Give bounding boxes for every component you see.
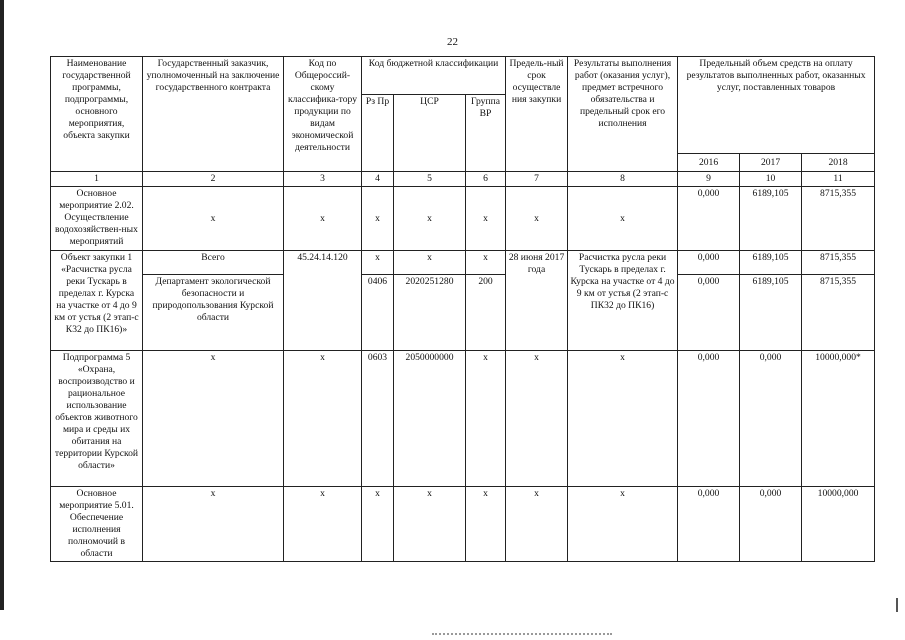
table-cell: x xyxy=(284,487,362,562)
table-cell: 2020251280 xyxy=(394,275,466,351)
table-row xyxy=(51,251,875,275)
table-cell-2017: 0,000 xyxy=(740,351,802,487)
procurement-table xyxy=(50,56,875,562)
table-cell-2016: 0,000 xyxy=(678,487,740,562)
header-program-name: Наименование государственной программы, подпрограммы, основного мероприятия, объекта закупки xyxy=(51,57,143,172)
col-number: 9 xyxy=(678,172,740,187)
table-cell: Расчистка русла реки Тускарь в пределах г. Курска на участке от 4 до 9 км от устья (2 этап-с ПК32 до ПК16) xyxy=(568,251,678,351)
table-cell: 2050000000 xyxy=(394,351,466,487)
table-cell: x xyxy=(466,187,506,251)
table-cell-2016: 0,000 xyxy=(678,275,740,351)
table-cell-2017: 6189,105 xyxy=(740,275,802,351)
table-cell-2018: 8715,355 xyxy=(802,251,875,275)
table-cell: x xyxy=(506,351,568,487)
table-cell: x xyxy=(394,251,466,275)
table-cell: x xyxy=(466,251,506,275)
table-cell: 200 xyxy=(466,275,506,351)
table-cell: x xyxy=(284,187,362,251)
table-cell: 45.24.14.120 xyxy=(284,251,362,351)
row-title: Основное мероприятие 5.01. Обеспечение исполнения полномочий в области xyxy=(51,487,143,562)
header-funding-limit: Предельный объем средств на оплату результатов выполненных работ, оказанных услуг, поставленных товаров xyxy=(678,57,875,154)
table-row xyxy=(51,351,875,487)
table-cell: x xyxy=(362,487,394,562)
row-title: Подпрограмма 5 «Охрана, воспроизводство и рациональное использование объектов животного мира и среды их обитания на территории Курской области» xyxy=(51,351,143,487)
table-cell: x xyxy=(394,187,466,251)
header-year-2017: 2017 xyxy=(740,154,802,172)
col-number: 10 xyxy=(740,172,802,187)
table-cell-2018: 8715,355 xyxy=(802,187,875,251)
table-cell: x xyxy=(143,487,284,562)
header-group-vr: Группа ВР xyxy=(466,95,506,172)
col-number: 1 xyxy=(51,172,143,187)
header-year-2016: 2016 xyxy=(678,154,740,172)
table-cell: x xyxy=(394,487,466,562)
table-cell: x xyxy=(143,187,284,251)
row-title: Основное мероприятие 2.02. Осуществление водохозяйствен-ных мероприятий xyxy=(51,187,143,251)
header-rz-pr: Рз Пр xyxy=(362,95,394,172)
table-cell: x xyxy=(466,351,506,487)
col-number: 2 xyxy=(143,172,284,187)
row-title: Объект закупки 1 «Расчистка русла реки Тускарь в пределах г. Курска на участке от 4 до 9 км от устья (2 этап-с К32 до ПК16)» xyxy=(51,251,143,351)
table-row xyxy=(51,187,875,251)
table-cell-2016: 0,000 xyxy=(678,351,740,487)
col-number: 11 xyxy=(802,172,875,187)
table-cell: x xyxy=(362,251,394,275)
table-cell: 0406 xyxy=(362,275,394,351)
table-cell: x xyxy=(362,187,394,251)
table-cell-2018: 10000,000 xyxy=(802,487,875,562)
header-csr: ЦСР xyxy=(394,95,466,172)
table-cell-2016: 0,000 xyxy=(678,251,740,275)
col-number: 5 xyxy=(394,172,466,187)
header-year-2018: 2018 xyxy=(802,154,875,172)
table-cell-2017: 6189,105 xyxy=(740,251,802,275)
scan-edge-bar xyxy=(0,0,4,610)
table-cell: Департамент экологической безопасности и природопользования Курской области xyxy=(143,275,284,351)
table-cell: x xyxy=(506,487,568,562)
table-cell: 0603 xyxy=(362,351,394,487)
table-cell-2016: 0,000 xyxy=(678,187,740,251)
header-deadline: Предель-ный срок осуществле ния закупки xyxy=(506,57,568,172)
table-cell: x xyxy=(466,487,506,562)
table-row xyxy=(51,275,875,351)
table-cell: x xyxy=(143,351,284,487)
table-cell-2017: 0,000 xyxy=(740,487,802,562)
col-number: 3 xyxy=(284,172,362,187)
table-cell: 28 июня 2017 года xyxy=(506,251,568,351)
col-number: 6 xyxy=(466,172,506,187)
header-customer: Государственный заказчик, уполномоченный на заключение государственного контракта xyxy=(143,57,284,172)
col-number: 4 xyxy=(362,172,394,187)
scan-edge-mark xyxy=(896,598,898,612)
page-number: 22 xyxy=(447,36,458,48)
scan-bottom-noise xyxy=(432,633,612,637)
table-cell: x xyxy=(506,187,568,251)
table-cell: x xyxy=(568,487,678,562)
header-okpd-code: Код по Общероссий-скому классифика-тору продукции по видам экономической деятельности xyxy=(284,57,362,172)
col-number: 8 xyxy=(568,172,678,187)
table-cell-2018: 8715,355 xyxy=(802,275,875,351)
header-results: Результаты выполнения работ (оказания услуг), предмет встречного обязательства и предельный срок его исполнения xyxy=(568,57,678,172)
table-cell-2017: 6189,105 xyxy=(740,187,802,251)
table-cell-2018: 10000,000* xyxy=(802,351,875,487)
table-cell: x xyxy=(568,351,678,487)
header-budget-classification: Код бюджетной классификации xyxy=(362,57,506,95)
table-cell: x xyxy=(284,351,362,487)
table-row xyxy=(51,487,875,562)
table-cell: x xyxy=(568,187,678,251)
col-number: 7 xyxy=(506,172,568,187)
table-cell: Всего xyxy=(143,251,284,275)
